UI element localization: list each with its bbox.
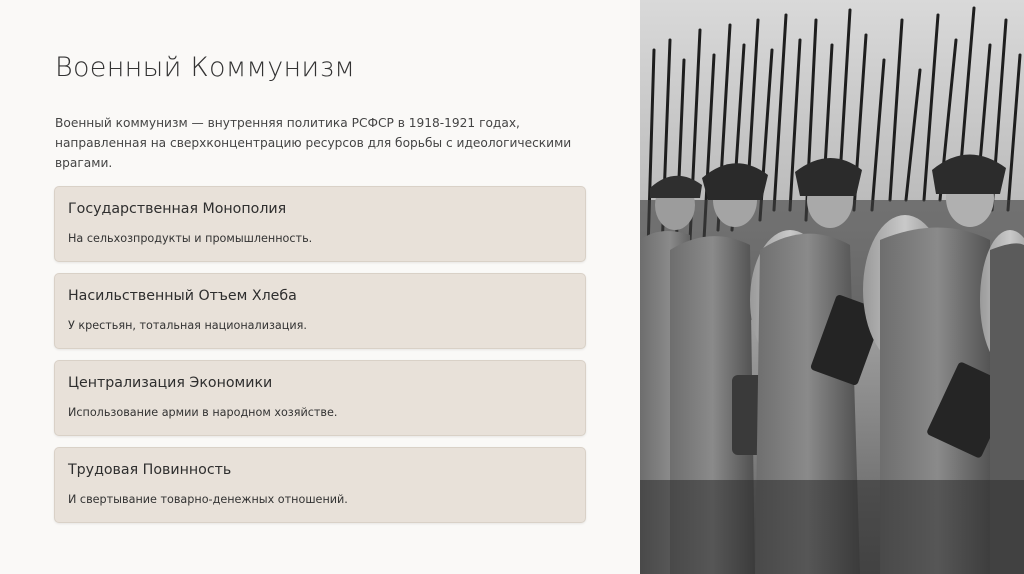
card-text: Использование армии в народном хозяйстве.	[68, 406, 338, 419]
card-title: Государственная Монополия	[68, 201, 287, 217]
card-title: Централизация Экономики	[68, 375, 273, 391]
card-centralization	[54, 360, 586, 436]
card-title: Насильственный Отъем Хлеба	[68, 288, 297, 304]
soldiers-photo-icon	[640, 0, 1024, 574]
soldiers-photo	[640, 0, 1024, 574]
card-grain-requisition	[54, 273, 586, 349]
card-labor-duty	[54, 447, 586, 523]
card-text: У крестьян, тотальная национализация.	[68, 319, 307, 332]
card-text: И свертывание товарно-денежных отношений.	[68, 493, 348, 506]
card-state-monopoly	[54, 186, 586, 262]
intro-paragraph: Военный коммунизм — внутренняя политика РСФСР в 1918-1921 годах, направленная на сверхконцентрацию ресурсов для борьбы с идеологическими врагами.	[55, 116, 572, 170]
card-text: На сельхозпродукты и промышленность.	[68, 232, 313, 245]
card-title: Трудовая Повинность	[68, 462, 232, 478]
slide-title: Военный Коммунизм	[55, 52, 356, 83]
